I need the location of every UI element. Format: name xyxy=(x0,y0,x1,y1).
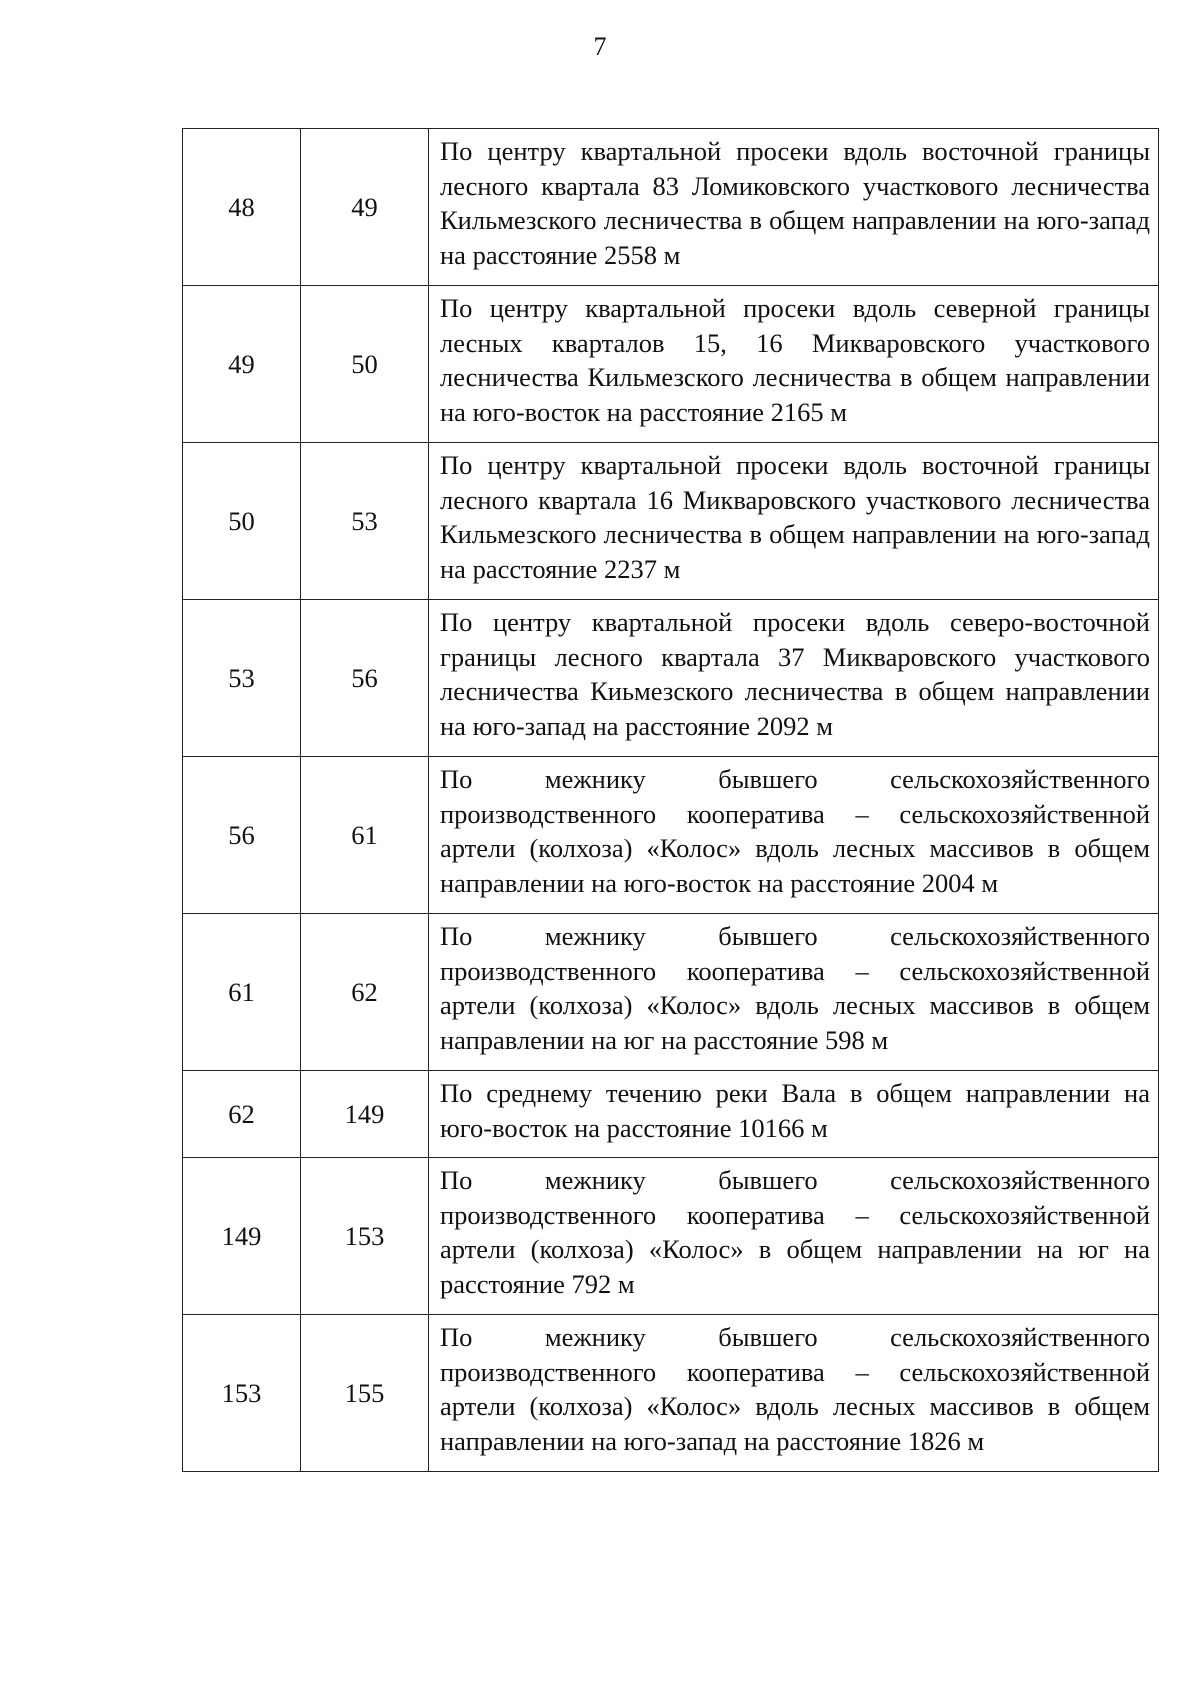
from-point-cell: 153 xyxy=(183,1315,301,1472)
boundary-description-cell: По межнику бывшего сельскохозяйственного производственного кооператива – сельскохозяйственной артели (колхоза) «Колос» вдоль лесных массивов в общем направлении на юг на расстояние 598 м xyxy=(429,914,1159,1071)
table-row xyxy=(183,757,1159,914)
page-number: 7 xyxy=(593,32,607,61)
table-row xyxy=(183,1158,1159,1315)
table-row xyxy=(183,914,1159,1071)
boundary-description-cell: По центру квартальной просеки вдоль северо-восточной границы лесного квартала 37 Микваровского участкового лесничества Киьмезского лесничества в общем направлении на юго-запад на расстояние 2092 м xyxy=(429,600,1159,757)
from-point-cell: 62 xyxy=(183,1071,301,1158)
from-point-cell: 53 xyxy=(183,600,301,757)
boundary-description-cell: По среднему течению реки Вала в общем направлении на юго-восток на расстояние 10166 м xyxy=(429,1071,1159,1158)
boundary-description-table xyxy=(182,128,1159,1472)
table-row xyxy=(183,1071,1159,1158)
from-point-cell: 56 xyxy=(183,757,301,914)
from-point-cell: 61 xyxy=(183,914,301,1071)
boundary-description-cell: По центру квартальной просеки вдоль восточной границы лесного квартала 83 Ломиковского участкового лесничества Кильмезского лесничества в общем направлении на юго-запад на расстояние 2558 м xyxy=(429,129,1159,286)
table-row xyxy=(183,286,1159,443)
boundary-description-cell: По межнику бывшего сельскохозяйственного производственного кооператива – сельскохозяйственной артели (колхоза) «Колос» вдоль лесных массивов в общем направлении на юго-восток на расстояние 2004 м xyxy=(429,757,1159,914)
from-point-cell: 149 xyxy=(183,1158,301,1315)
to-point-cell: 153 xyxy=(301,1158,429,1315)
to-point-cell: 62 xyxy=(301,914,429,1071)
to-point-cell: 53 xyxy=(301,443,429,600)
to-point-cell: 149 xyxy=(301,1071,429,1158)
to-point-cell: 50 xyxy=(301,286,429,443)
to-point-cell: 49 xyxy=(301,129,429,286)
from-point-cell: 50 xyxy=(183,443,301,600)
from-point-cell: 48 xyxy=(183,129,301,286)
from-point-cell: 49 xyxy=(183,286,301,443)
boundary-description-cell: По межнику бывшего сельскохозяйственного производственного кооператива – сельскохозяйственной артели (колхоза) «Колос» в общем направлении на юг на расстояние 792 м xyxy=(429,1158,1159,1315)
boundary-description-cell: По центру квартальной просеки вдоль восточной границы лесного квартала 16 Микваровского участкового лесничества Кильмезского лесничества в общем направлении на юго-запад на расстояние 2237 м xyxy=(429,443,1159,600)
table-row xyxy=(183,600,1159,757)
table-row xyxy=(183,443,1159,600)
table-row xyxy=(183,129,1159,286)
to-point-cell: 56 xyxy=(301,600,429,757)
boundary-description-cell: По центру квартальной просеки вдоль северной границы лесных кварталов 15, 16 Микваровского участкового лесничества Кильмезского лесничества в общем направлении на юго-восток на расстояние 2165 м xyxy=(429,286,1159,443)
boundary-description-cell: По межнику бывшего сельскохозяйственного производственного кооператива – сельскохозяйственной артели (колхоза) «Колос» вдоль лесных массивов в общем направлении на юго-запад на расстояние 1826 м xyxy=(429,1315,1159,1472)
to-point-cell: 155 xyxy=(301,1315,429,1472)
to-point-cell: 61 xyxy=(301,757,429,914)
table-row xyxy=(183,1315,1159,1472)
